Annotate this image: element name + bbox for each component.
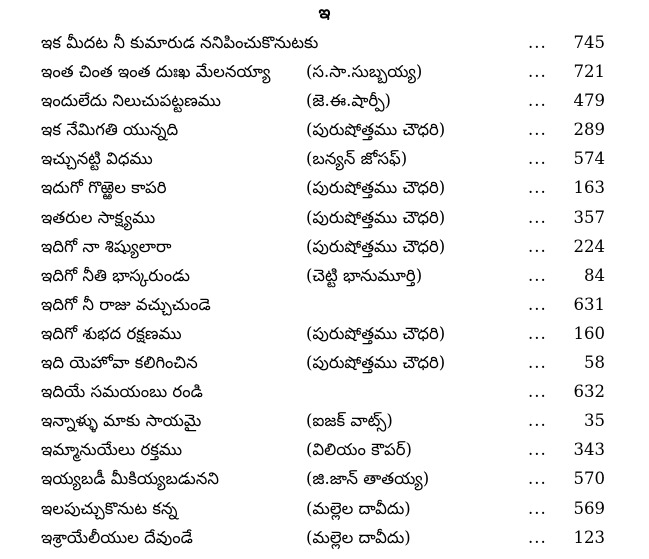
song-author: (విలియం కౌపర్) xyxy=(306,440,412,460)
list-item xyxy=(0,57,649,86)
leader-dots: ... xyxy=(528,440,547,460)
song-author: (పురుషోత్తము చౌధరి) xyxy=(306,120,446,140)
list-item xyxy=(0,261,649,290)
leader-dots: ... xyxy=(528,323,547,343)
song-author: (చెట్టి భానుమూర్తి) xyxy=(306,265,423,285)
song-title: ఇదుగో గొఱ్ఱెల కాపరి xyxy=(41,178,167,198)
song-title: ఇదిగో నీతి భాస్కరుండు xyxy=(41,265,190,285)
song-author: (పురుషోత్తము చౌధరి) xyxy=(306,323,446,343)
song-author: (మల్లెల దావీదు) xyxy=(306,527,411,547)
song-author: (పురుషోత్తము చౌధరి) xyxy=(306,236,446,256)
leader-dots: ... xyxy=(528,91,547,111)
leader-dots: ... xyxy=(528,33,547,52)
page-number: 574 xyxy=(573,149,605,169)
song-author: (జె.ఈ.షార్పీ) xyxy=(306,91,391,111)
list-item xyxy=(0,406,649,435)
leader-dots: ... xyxy=(528,469,547,489)
list-item xyxy=(0,232,649,261)
page-number: 569 xyxy=(573,498,605,518)
page-number: 343 xyxy=(573,440,605,460)
list-item xyxy=(0,203,649,232)
page-number: 163 xyxy=(573,178,605,198)
page-number: 84 xyxy=(584,265,605,285)
song-title: ఇశ్రాయేలీయుల దేవుండే xyxy=(41,527,193,547)
song-title: ఇదియే సమయంబు రండి xyxy=(41,382,203,402)
leader-dots: ... xyxy=(528,498,547,518)
leader-dots: ... xyxy=(528,411,547,431)
list-item xyxy=(0,348,649,377)
list-item xyxy=(0,290,649,319)
page-number: 632 xyxy=(573,382,605,402)
song-title: ఇయ్యబడీ మీకియ్యబడునని xyxy=(41,469,219,489)
song-title: ఇచ్చునట్టి విధము xyxy=(41,149,153,169)
list-item xyxy=(0,319,649,348)
list-item xyxy=(0,494,649,523)
section-heading: ఇ xyxy=(318,3,331,23)
list-item xyxy=(0,86,649,115)
leader-dots: ... xyxy=(528,178,547,198)
page-number: 123 xyxy=(573,527,605,547)
song-title: ఇదిగో శుభద రక్షణము xyxy=(41,323,182,343)
leader-dots: ... xyxy=(528,382,547,402)
leader-dots: ... xyxy=(528,527,547,547)
list-item xyxy=(0,464,649,493)
page-number: 35 xyxy=(584,411,605,431)
page-number: 224 xyxy=(573,236,605,256)
song-title: ఇంత చింత ఇంత దుఃఖ మేలనయ్యా xyxy=(41,62,271,82)
song-author: (జి.జాన్ తాతయ్య) xyxy=(306,469,430,489)
list-item xyxy=(0,523,649,552)
leader-dots: ... xyxy=(528,62,547,82)
song-title: ఇది యెహోవా కలిగించిన xyxy=(41,353,198,373)
song-author: (పురుషోత్తము చౌధరి) xyxy=(306,178,446,198)
song-author: (పురుషోత్తము చౌధరి) xyxy=(306,353,446,373)
song-index-list xyxy=(0,28,649,552)
song-author: (బన్యన్ జోసఫ్) xyxy=(306,149,408,169)
song-title: ఇలపుచ్చుకొనుట కన్న xyxy=(41,498,178,518)
song-author: (పురుషోత్తము చౌధరి) xyxy=(306,207,446,227)
list-item xyxy=(0,435,649,464)
page-number: 357 xyxy=(573,207,605,227)
page-number: 160 xyxy=(573,323,605,343)
page-number: 58 xyxy=(584,353,605,373)
leader-dots: ... xyxy=(528,120,547,140)
page-number: 570 xyxy=(573,469,605,489)
song-title: ఇన్నాళ్ళు మాకు సాయమై xyxy=(41,411,202,431)
list-item xyxy=(0,377,649,406)
leader-dots: ... xyxy=(528,294,547,314)
song-title: ఇక మీదట నీ కుమారుడ ననిపించుకొనుటకు xyxy=(41,33,319,52)
list-item xyxy=(0,144,649,173)
page-number: 745 xyxy=(573,33,605,52)
song-title: ఇదిగో నీ రాజు వచ్చుచుండె xyxy=(41,294,211,314)
list-item xyxy=(0,173,649,202)
song-author: (ఐజక్ వాట్స్) xyxy=(306,411,393,431)
song-author: (స.సా.సుబ్బయ్య) xyxy=(306,62,423,82)
song-title: ఇందులేదు నిలుచుపట్టణము xyxy=(41,91,221,111)
leader-dots: ... xyxy=(528,207,547,227)
page-number: 289 xyxy=(573,120,605,140)
list-item xyxy=(0,28,649,57)
list-item xyxy=(0,115,649,144)
song-title: ఇక నేమిగతి యున్నది xyxy=(41,120,179,140)
song-title: ఇమ్మానుయేలు రక్తము xyxy=(41,440,183,460)
page-number: 631 xyxy=(573,294,605,314)
song-title: ఇతరుల సాక్ష్యము xyxy=(41,207,156,227)
song-author: (మల్లెల దావీదు) xyxy=(306,498,411,518)
page-number: 721 xyxy=(573,62,605,82)
leader-dots: ... xyxy=(528,236,547,256)
song-title: ఇదిగో నా శిష్యులారా xyxy=(41,236,172,256)
leader-dots: ... xyxy=(528,149,547,169)
leader-dots: ... xyxy=(528,353,547,373)
leader-dots: ... xyxy=(528,265,547,285)
page-number: 479 xyxy=(573,91,605,111)
